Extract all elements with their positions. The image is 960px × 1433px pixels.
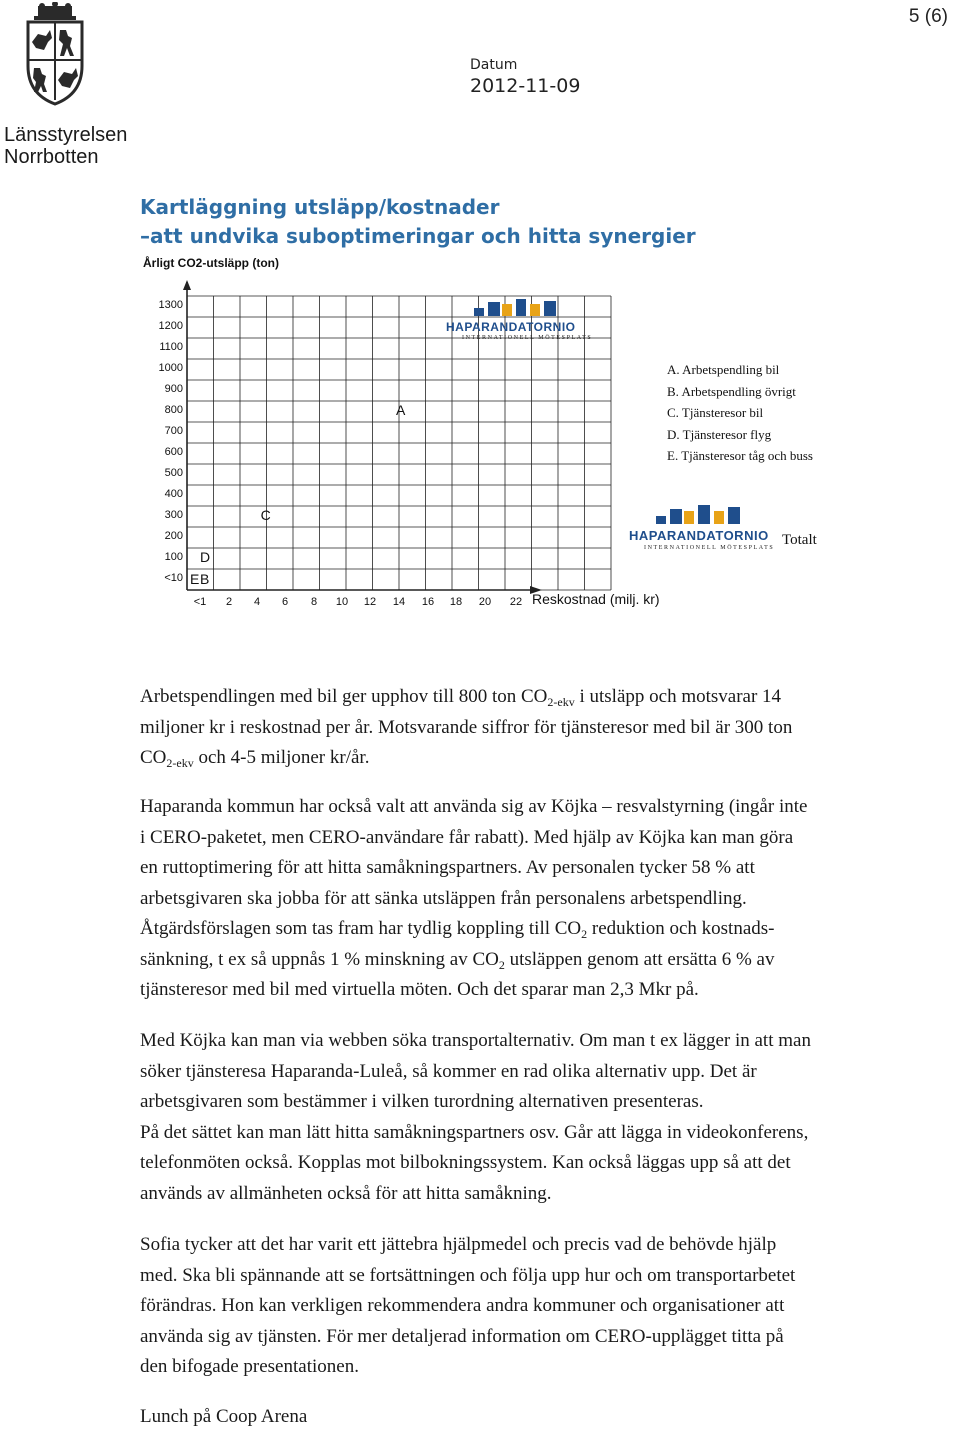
text-line (140, 1291, 795, 1322)
text-line (140, 1230, 795, 1261)
logo-word-b: TORNIO (715, 528, 769, 543)
text-line (140, 682, 792, 713)
paragraph-4 (140, 1230, 795, 1383)
text-line (140, 1179, 811, 1210)
paragraph-2 (140, 792, 807, 1006)
x-tick-label: 10 (335, 596, 349, 608)
x-tick-label: 2 (225, 596, 233, 608)
text-run: CO (140, 747, 167, 768)
text-run: reduktion och kostnads- (587, 918, 775, 939)
subscript: 2 (498, 957, 505, 972)
document-title: Kartläggning utsläpp/kostnader (140, 195, 500, 219)
x-tick-label: 22 (509, 596, 523, 608)
text-run: miljoner kr i reskostnad per år. Motsvarande siffror för tjänsteresor med bil är 300 ton (140, 716, 793, 738)
text-line (140, 792, 807, 823)
logo-wordmark (629, 528, 769, 543)
text-run: och 4-5 miljoner kr/år. (193, 747, 370, 768)
x-tick-label: 12 (363, 596, 377, 608)
x-tick-label: 8 (310, 596, 318, 608)
y-tick-label: 300 (164, 509, 183, 521)
x-tick-label: 4 (253, 596, 261, 608)
y-tick-label: 100 (164, 551, 183, 563)
text-run: en ruttoptimering för att hitta samåkningspartners. Av personalen tycker 58 % att (140, 857, 755, 878)
y-tick-label: 600 (164, 446, 183, 458)
paragraph-3 (140, 1026, 811, 1209)
data-point-label: B (200, 571, 210, 587)
text-run: den bifogade presentationen. (140, 1356, 359, 1377)
text-line (140, 914, 807, 945)
logo-tagline: INTERNATIONELL MÖTESPLATS (462, 335, 593, 341)
text-run: Haparanda kommun har också valt att använda sig av Köjka – resvalstyrning (ingår inte (140, 796, 808, 817)
y-tick-label: 200 (164, 530, 183, 542)
document-subtitle: –att undvika suboptimeringar och hitta synergier (140, 224, 696, 248)
y-tick-label: 1200 (158, 320, 183, 332)
y-tick-label: 400 (164, 488, 183, 500)
subscript: 2-ekv (547, 695, 575, 709)
page-number: 5 (6) (908, 6, 948, 27)
chart-x-axis-label: Reskostnad (milj. kr) (532, 591, 660, 607)
logo-tagline: INTERNATIONELL MÖTESPLATS (644, 545, 775, 551)
y-tick-label: 1100 (159, 341, 183, 353)
y-tick-label: 700 (164, 425, 183, 437)
x-tick-label: 14 (392, 596, 406, 608)
logo-bars-icon (628, 504, 774, 528)
data-point-label: C (260, 507, 271, 523)
text-line (140, 1026, 811, 1057)
y-tick-label: <10 (164, 572, 183, 584)
paragraph-5: Lunch på Coop Arena (140, 1406, 308, 1427)
haparanda-tornio-logo-2 (628, 504, 774, 552)
text-run: arbetsgivaren som bestämmer i vilken turordning alternativen presenteras. (140, 1091, 704, 1112)
logo-word-a: HAPARANDA (446, 320, 527, 334)
legend-entry: D. Tjänsteresor flyg (667, 426, 772, 442)
text-run: med. Ska bli spännande att se fortsättningen och följa upp hur och om transportarbetet (140, 1264, 796, 1286)
haparanda-tornio-logo (444, 298, 593, 344)
text-run: Sofia tycker att det har varit ett jättebra hjälpmedel och precis vad de behövde hjälp (140, 1234, 777, 1255)
text-line (140, 945, 807, 976)
text-line (140, 884, 807, 915)
text-run: På det sättet kan man lätt hitta samåkningspartners osv. Går att lägga in videokonferens, (140, 1121, 809, 1143)
y-tick-label: 900 (164, 383, 183, 395)
text-line (140, 1118, 811, 1149)
data-point-label: E (190, 571, 200, 587)
chart-y-axis-label: Årligt CO2-utsläpp (ton) (143, 256, 279, 270)
logo-word-a: HAPARANDA (629, 528, 716, 543)
data-point-label: A (396, 402, 406, 418)
logo-wordmark (446, 320, 576, 334)
text-run: telefonmöten också. Kopplas mot bilbokningssystem. Kan också läggas upp så att det (140, 1152, 791, 1173)
agency-name-line2: Norrbotten (4, 146, 99, 168)
y-tick-label: 1300 (158, 299, 183, 311)
date-label: Datum (470, 57, 518, 73)
text-run: Med Köjka kan man via webben söka transportalternativ. Om man t ex lägger in att man (140, 1030, 811, 1051)
text-run: Åtgärdsförslagen som tas fram har tydlig koppling till CO (140, 918, 582, 939)
legend-entry: E. Tjänsteresor tåg och buss (667, 448, 813, 463)
data-point-label: D (200, 549, 211, 565)
text-run: i CERO-paketet, men CERO-användare får rabatt). Med hjälp av Köjka kan man göra (140, 826, 794, 848)
legend-entry: B. Arbetspendling övrigt (667, 383, 796, 399)
logo-bars-icon (444, 298, 584, 320)
text-run: förändras. Hon kan verkligen rekommendera andra kommuner och organisationer att (140, 1295, 785, 1316)
x-tick-label: 20 (478, 596, 492, 608)
legend-entry: C. Tjänsteresor bil (667, 405, 764, 420)
date-value: 2012-11-09 (470, 75, 581, 97)
x-tick-label: 18 (449, 596, 463, 608)
text-line (140, 1087, 811, 1118)
text-line (140, 1352, 795, 1383)
text-line (140, 1322, 795, 1353)
text-run: Arbetspendlingen med bil ger upphov till 800 ton CO (140, 686, 548, 707)
text-run: i utsläpp och motsvarar 14 (574, 686, 782, 707)
x-tick-label: 6 (281, 596, 289, 608)
paragraph-1 (140, 682, 792, 774)
text-line (140, 1261, 795, 1292)
text-run: sänkning, t ex så uppnås 1 % minskning av CO (140, 948, 499, 970)
logo-word-b: TORNIO (526, 320, 576, 334)
text-run: tjänsteresor med bil med virtuella möten. Och det sparar man 2,3 Mkr på. (140, 979, 699, 1000)
chart-legend (667, 362, 813, 470)
x-tick-label: 16 (421, 596, 435, 608)
legend-entry: A. Arbetspendling bil (667, 362, 780, 377)
text-run: används av allmänheten också för att hitta samåkning. (140, 1182, 552, 1204)
text-line (140, 743, 792, 774)
text-run: arbetsgivaren ska jobba för att sänka utsläppen från personalens arbetspendling. (140, 887, 747, 909)
text-line (140, 1057, 811, 1088)
x-tick-label: <1 (193, 596, 207, 608)
text-run: söker tjänsteresa Haparanda-Luleå, så kommer en rad olika alternativ upp. Det är (140, 1060, 757, 1082)
text-run: använda sig av tjänsten. För mer detaljerad information om CERO-upplägget titta på (140, 1325, 784, 1347)
text-run: utsläppen genom att ersätta 6 % av (504, 948, 775, 970)
text-line (140, 975, 807, 1006)
text-line (140, 1148, 811, 1179)
y-tick-label: 500 (164, 467, 183, 479)
y-axis-arrow-icon (183, 280, 191, 290)
text-line (140, 713, 792, 744)
y-tick-label: 800 (164, 404, 183, 416)
chart-total-label: Totalt (782, 532, 817, 548)
text-line (140, 853, 807, 884)
subscript: 2-ekv (166, 756, 194, 770)
y-tick-label: 1000 (158, 362, 183, 374)
agency-name-line1: Länsstyrelsen (4, 124, 128, 146)
text-line (140, 823, 807, 854)
subscript: 2 (581, 927, 588, 941)
